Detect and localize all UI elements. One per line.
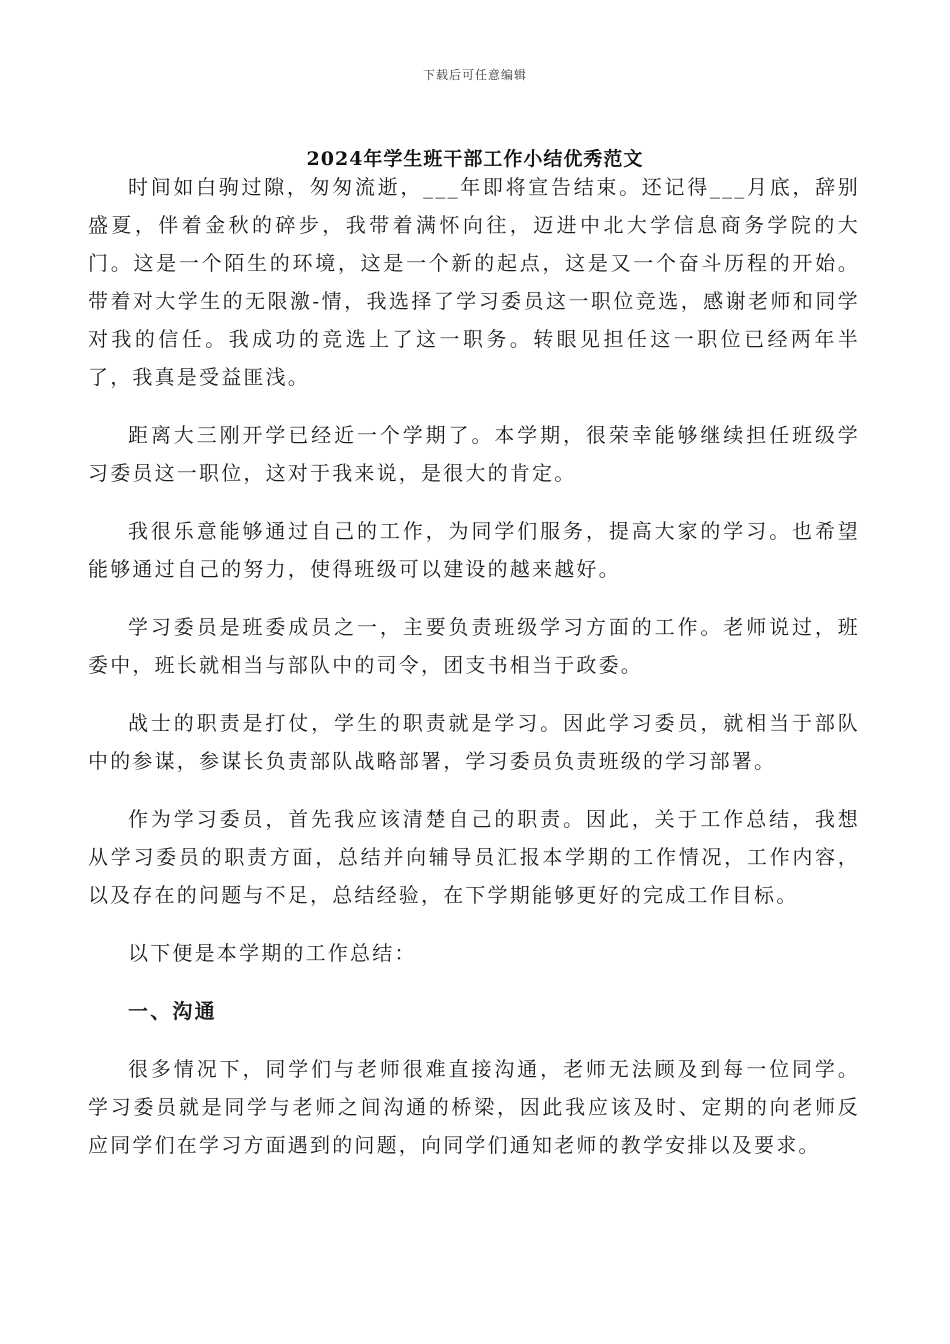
paragraph-6: 作为学习委员，首先我应该清楚自己的职责。因此，关于工作总结，我想从学习委员的职责方面，总结并向辅导员汇报本学期的工作情况，工作内容，以及存在的问题与不足，总结经验，在下学期能够更好的完成工作目标。 xyxy=(88,807,860,907)
document-title: 2024年学生班干部工作小结优秀范文 xyxy=(306,148,644,170)
document-body xyxy=(88,168,860,1184)
paragraph-3: 我很乐意能够通过自己的工作，为同学们服务，提高大家的学习。也希望能够通过自己的努力，使得班级可以建设的越来越好。 xyxy=(88,519,860,581)
paragraph-7: 以下便是本学期的工作总结： xyxy=(128,941,417,965)
paragraph-2: 距离大三刚开学已经近一个学期了。本学期，很荣幸能够继续担任班级学习委员这一职位，这对于我来说，是很大的肯定。 xyxy=(88,423,860,485)
header-note: 下载后可任意编辑 xyxy=(422,68,527,82)
paragraph-4: 学习委员是班委成员之一，主要负责班级学习方面的工作。老师说过，班委中，班长就相当与部队中的司令，团支书相当于政委。 xyxy=(88,615,860,677)
section-paragraph: 很多情况下，同学们与老师很难直接沟通，老师无法顾及到每一位同学。学习委员就是同学与老师之间沟通的桥梁，因此我应该及时、定期的向老师反应同学们在学习方面遇到的问题，向同学们通知老师的教学安排以及要求。 xyxy=(88,1057,860,1157)
section-heading: 一、沟通 xyxy=(128,999,217,1023)
paragraph-1: 时间如白驹过隙，匆匆流逝，___年即将宣告结束。还记得___月底，辞别盛夏，伴着金秋的碎步，我带着满怀向往，迈进中北大学信息商务学院的大门。这是一个陌生的环境，这是一个新的起点，这是又一个奋斗历程的开始。带着对大学生的无限激-情，我选择了学习委员这一职位竞选，感谢老师和同学对我的信任。我成功的竞选上了这一职务。转眼见担任这一职位已经两年半了，我真是受益匪浅。 xyxy=(88,175,860,389)
paragraph-5: 战士的职责是打仗，学生的职责就是学习。因此学习委员，就相当于部队中的参谋，参谋长负责部队战略部署，学习委员负责班级的学习部署。 xyxy=(88,711,860,773)
